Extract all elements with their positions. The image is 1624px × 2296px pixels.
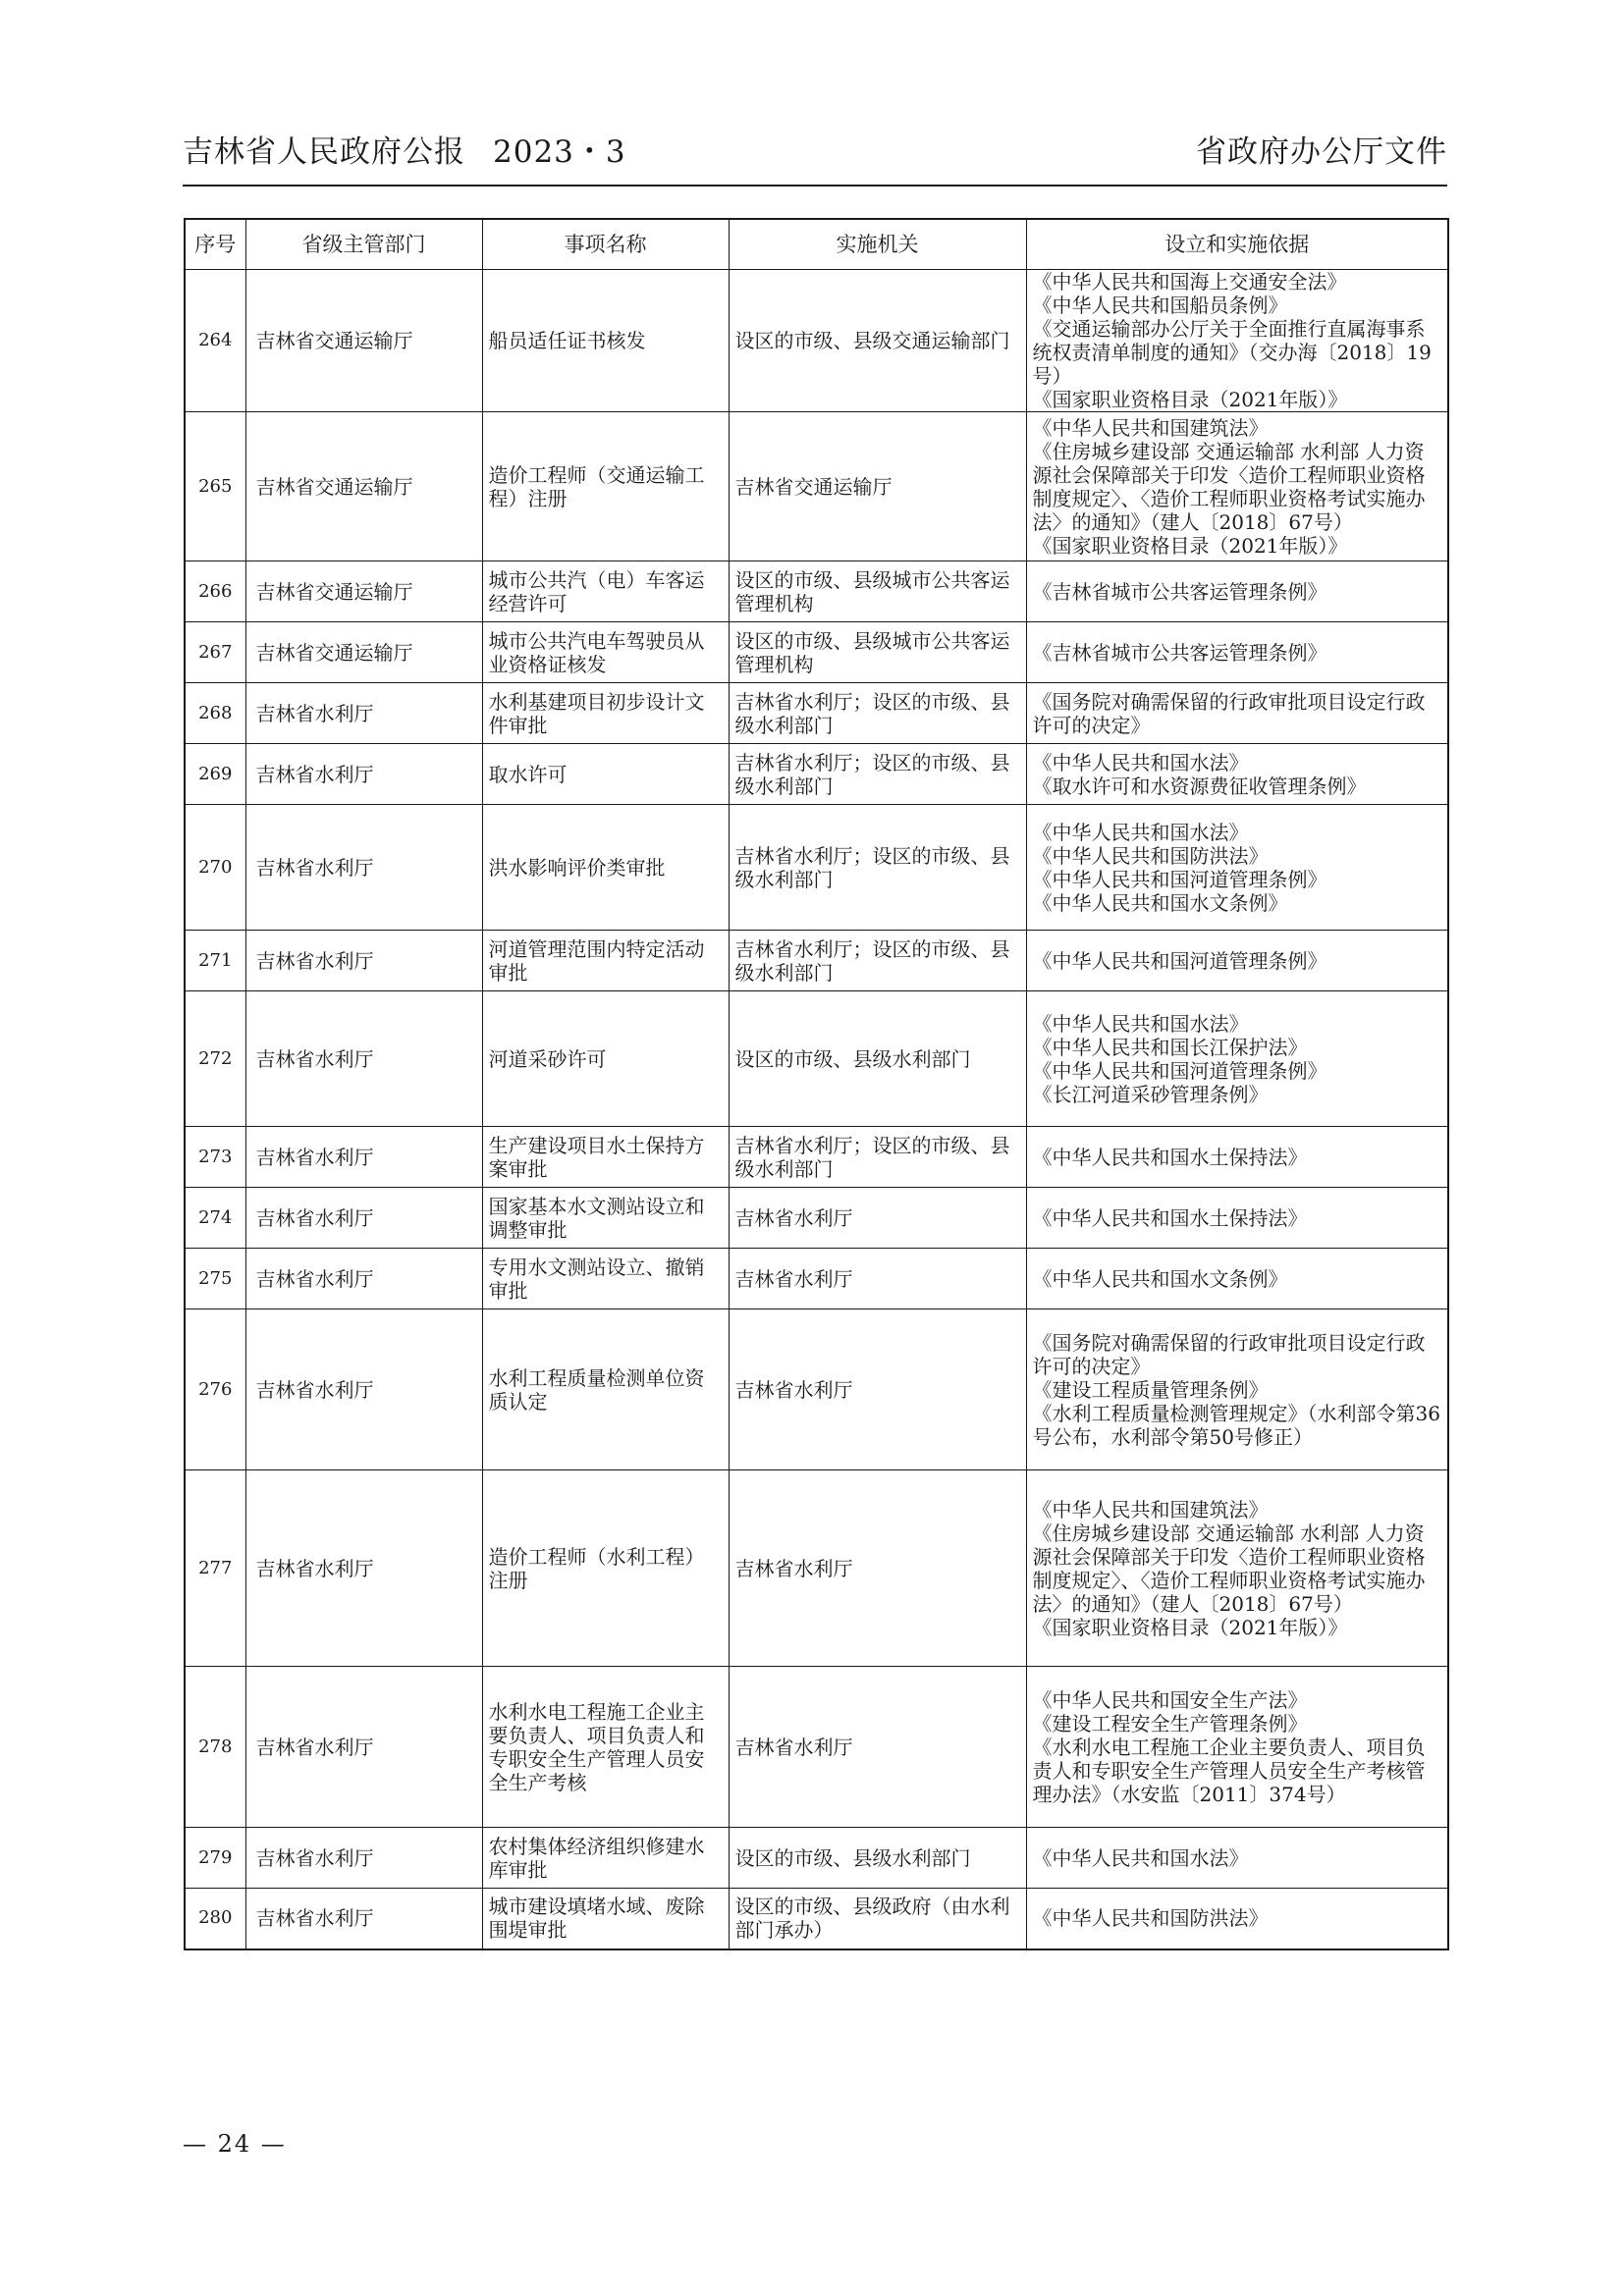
row-item-name: 水利基建项目初步设计文件审批 [482,683,729,744]
row-agency: 设区的市级、县级城市公共客运管理机构 [729,622,1026,683]
row-number: 277 [185,1470,245,1667]
row-number: 271 [185,931,245,991]
row-number: 267 [185,622,245,683]
row-dept: 吉林省水利厅 [245,1127,482,1188]
row-number: 280 [185,1889,245,1949]
row-item-name: 取水许可 [482,744,729,805]
row-dept: 吉林省水利厅 [245,683,482,744]
row-basis: 《中华人民共和国建筑法》 《住房城乡建设部 交通运输部 水利部 人力资源社会保障部关于印发〈造价工程师职业资格制度规定〉、〈造价工程师职业资格考试实施办法〉的通知》（建人〔2018〕67号） 《国家职业资格目录（2021年版）》 [1026,1470,1448,1667]
row-item-name: 城市建设填堵水域、废除围堤审批 [482,1889,729,1949]
section-title: 省政府办公厅文件 [1196,134,1447,170]
table-row [185,1188,1448,1249]
row-basis: 《吉林省城市公共客运管理条例》 [1026,622,1448,683]
row-agency: 吉林省水利厅；设区的市级、县级水利部门 [729,805,1026,931]
row-number: 275 [185,1249,245,1309]
row-basis: 《中华人民共和国水文条例》 [1026,1249,1448,1309]
row-dept: 吉林省交通运输厅 [245,561,482,622]
row-number: 278 [185,1667,245,1828]
row-basis: 《中华人民共和国海上交通安全法》 《中华人民共和国船员条例》 《交通运输部办公厅关于全面推行直属海事系统权责清单制度的通知》（交办海〔2018〕19号） 《国家职业资格目录（2021年版）》 [1026,270,1448,412]
column-header-name: 事项名称 [482,219,729,270]
approval-items-table [184,218,1449,1950]
row-dept: 吉林省水利厅 [245,1828,482,1889]
row-basis: 《中华人民共和国水法》 《中华人民共和国长江保护法》 《中华人民共和国河道管理条例》 《长江河道采砂管理条例》 [1026,991,1448,1127]
row-dept: 吉林省水利厅 [245,744,482,805]
row-basis: 《中华人民共和国水法》 [1026,1828,1448,1889]
row-basis: 《国务院对确需保留的行政审批项目设定行政许可的决定》 [1026,683,1448,744]
column-header-agency: 实施机关 [729,219,1026,270]
row-agency: 吉林省交通运输厅 [729,412,1026,561]
row-basis: 《中华人民共和国河道管理条例》 [1026,931,1448,991]
row-dept: 吉林省交通运输厅 [245,412,482,561]
row-basis: 《吉林省城市公共客运管理条例》 [1026,561,1448,622]
row-basis: 《中华人民共和国水法》 《中华人民共和国防洪法》 《中华人民共和国河道管理条例》 《中华人民共和国水文条例》 [1026,805,1448,931]
row-agency: 吉林省水利厅 [729,1249,1026,1309]
table-row [185,270,1448,412]
row-number: 268 [185,683,245,744]
column-header-dept: 省级主管部门 [245,219,482,270]
row-number: 279 [185,1828,245,1889]
table-row [185,805,1448,931]
table-row [185,412,1448,561]
row-basis: 《中华人民共和国水法》 《取水许可和水资源费征收管理条例》 [1026,744,1448,805]
row-item-name: 生产建设项目水土保持方案审批 [482,1127,729,1188]
row-dept: 吉林省水利厅 [245,1470,482,1667]
publication-name: 吉林省人民政府公报 [183,134,465,170]
row-item-name: 造价工程师（水利工程）注册 [482,1470,729,1667]
row-dept: 吉林省水利厅 [245,1249,482,1309]
row-agency: 吉林省水利厅；设区的市级、县级水利部门 [729,931,1026,991]
row-agency: 设区的市级、县级水利部门 [729,991,1026,1127]
table-row [185,991,1448,1127]
row-item-name: 城市公共汽（电）车客运经营许可 [482,561,729,622]
row-agency: 设区的市级、县级城市公共客运管理机构 [729,561,1026,622]
row-basis: 《中华人民共和国建筑法》 《住房城乡建设部 交通运输部 水利部 人力资源社会保障部关于印发〈造价工程师职业资格制度规定〉、〈造价工程师职业资格考试实施办法〉的通知》（建人〔2018〕67号） 《国家职业资格目录（2021年版）》 [1026,412,1448,561]
row-agency: 吉林省水利厅 [729,1309,1026,1470]
row-item-name: 河道管理范围内特定活动审批 [482,931,729,991]
row-dept: 吉林省水利厅 [245,1889,482,1949]
row-agency: 吉林省水利厅；设区的市级、县级水利部门 [729,683,1026,744]
row-dept: 吉林省交通运输厅 [245,622,482,683]
row-item-name: 水利水电工程施工企业主要负责人、项目负责人和专职安全生产管理人员安全生产考核 [482,1667,729,1828]
header-divider [183,185,1447,187]
table-row [185,1127,1448,1188]
row-item-name: 水利工程质量检测单位资质认定 [482,1309,729,1470]
row-dept: 吉林省水利厅 [245,1188,482,1249]
page-number: — 24 — [183,2130,287,2158]
table-row [185,622,1448,683]
table-row [185,1828,1448,1889]
row-item-name: 洪水影响评价类审批 [482,805,729,931]
issue-number: 2023・3 [493,134,626,170]
row-dept: 吉林省水利厅 [245,991,482,1127]
row-basis: 《中华人民共和国安全生产法》 《建设工程安全生产管理条例》 《水利水电工程施工企业主要负责人、项目负责人和专职安全生产管理人员安全生产考核管理办法》（水安监〔2011〕374号） [1026,1667,1448,1828]
table-row [185,1470,1448,1667]
row-agency: 设区的市级、县级水利部门 [729,1828,1026,1889]
row-number: 272 [185,991,245,1127]
row-item-name: 专用水文测站设立、撤销审批 [482,1249,729,1309]
row-basis: 《中华人民共和国防洪法》 [1026,1889,1448,1949]
row-number: 273 [185,1127,245,1188]
row-item-name: 城市公共汽电车驾驶员从业资格证核发 [482,622,729,683]
row-item-name: 船员适任证书核发 [482,270,729,412]
row-number: 265 [185,412,245,561]
row-agency: 吉林省水利厅；设区的市级、县级水利部门 [729,744,1026,805]
row-item-name: 造价工程师（交通运输工程）注册 [482,412,729,561]
row-number: 266 [185,561,245,622]
row-agency: 吉林省水利厅 [729,1667,1026,1828]
row-agency: 吉林省水利厅 [729,1470,1026,1667]
row-number: 274 [185,1188,245,1249]
row-item-name: 河道采砂许可 [482,991,729,1127]
row-number: 276 [185,1309,245,1470]
row-agency: 吉林省水利厅 [729,1188,1026,1249]
table-row [185,683,1448,744]
row-number: 264 [185,270,245,412]
row-basis: 《中华人民共和国水土保持法》 [1026,1188,1448,1249]
table-row [185,1249,1448,1309]
row-item-name: 国家基本水文测站设立和调整审批 [482,1188,729,1249]
table-row [185,931,1448,991]
table-row [185,561,1448,622]
column-header-no: 序号 [185,219,245,270]
row-basis: 《国务院对确需保留的行政审批项目设定行政许可的决定》 《建设工程质量管理条例》 《水利工程质量检测管理规定》（水利部令第36号公布，水利部令第50号修正） [1026,1309,1448,1470]
row-item-name: 农村集体经济组织修建水库审批 [482,1828,729,1889]
row-dept: 吉林省交通运输厅 [245,270,482,412]
column-header-basis: 设立和实施依据 [1026,219,1448,270]
row-agency: 吉林省水利厅；设区的市级、县级水利部门 [729,1127,1026,1188]
table-row [185,744,1448,805]
table-header-row [185,219,1448,270]
row-number: 270 [185,805,245,931]
row-agency: 设区的市级、县级交通运输部门 [729,270,1026,412]
table-row [185,1667,1448,1828]
row-dept: 吉林省水利厅 [245,931,482,991]
page-header [183,126,1447,185]
publication-title [183,127,626,171]
row-dept: 吉林省水利厅 [245,1309,482,1470]
row-number: 269 [185,744,245,805]
table-row [185,1309,1448,1470]
row-agency: 设区的市级、县级政府（由水利部门承办） [729,1889,1026,1949]
table-row [185,1889,1448,1949]
row-dept: 吉林省水利厅 [245,1667,482,1828]
row-basis: 《中华人民共和国水土保持法》 [1026,1127,1448,1188]
row-dept: 吉林省水利厅 [245,805,482,931]
